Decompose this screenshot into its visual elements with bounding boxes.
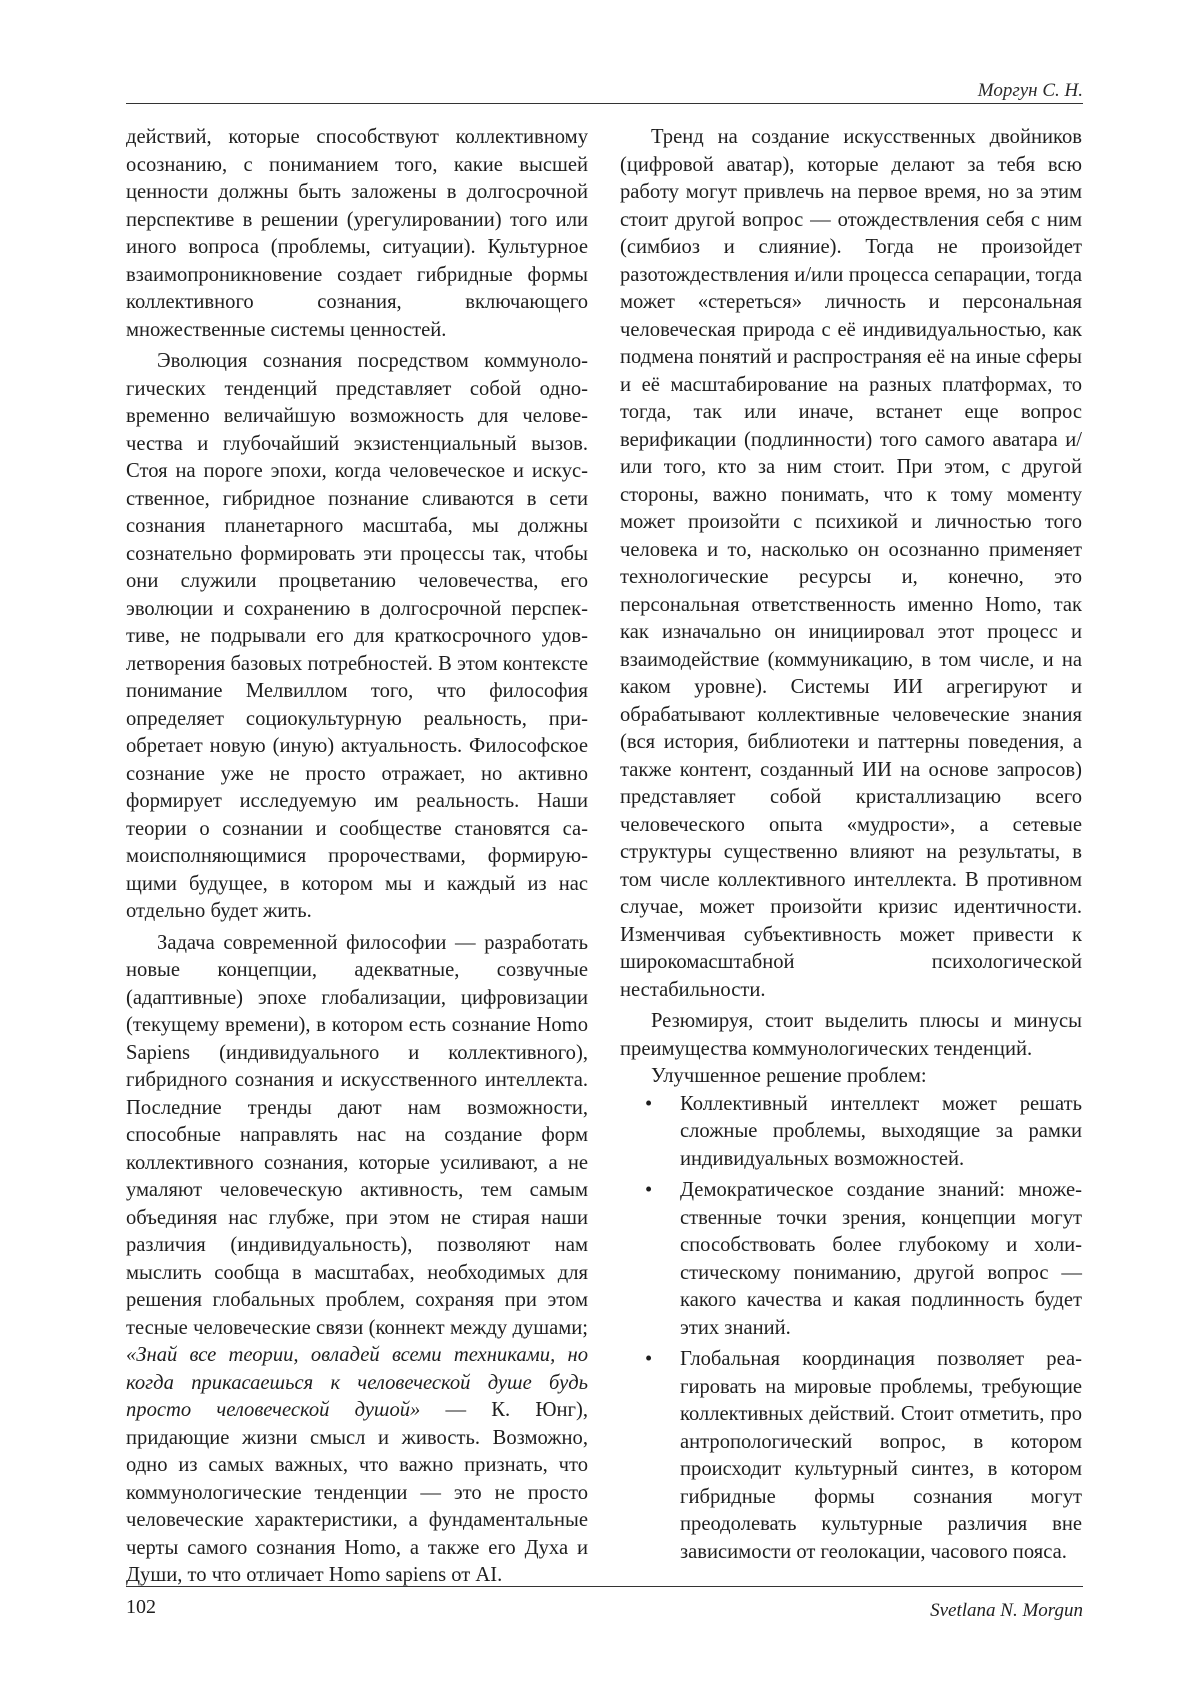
bullet-marker: •: [645, 1179, 653, 1201]
right-column: [620, 124, 1082, 1566]
left-paragraph-1: действий, которые способствуют коллективному осознанию, с пониманием того, какие высшей ценности должны быть заложены в долгосрочной перспективе в решении (урегулировании) того или иного вопроса (проблемы, ситуации). Культурное взаимопроникновение создает гибридные формы коллективного сознания, включающего множественные системы ценностей.: [126, 126, 588, 341]
bullet-text: Демократическое создание знаний: множественные точки зрения, концепции могут способствовать более глубокому и холистическому пониманию, другой вопрос — какого качества и какая подлинность будет этих знаний.: [680, 1179, 1082, 1339]
left-paragraph-3-end: — К. Юнг), придающие жизни смысл и живость. Возможно, одно из самых важных, что важно признать, что коммунологические тенденции — это не просто человеческие характеристики, а фундаментальные черты самого сознания Homo, а также его Духа и Души, то что отличает Homo sapiens от AI.: [126, 1399, 588, 1586]
bullet-marker: •: [645, 1348, 653, 1370]
left-paragraph-3-start: Задача современной философии — разработать новые концепции, адекватные, созвучные (адаптивные) эпохе глобализации, цифровизации (текущему времени), в котором есть сознание Homo Sapiens (индивидуального и коллективного), гибридного сознания и искусственного интеллекта. Последние тренды дают нам возможности, способные направлять нас на создание форм коллективного сознания, которые усиливают, а не умаляют человеческую активность, тем самым объединяя нас глубже, при этом не стирая наши различия (индивидуальность), позволяют нам мыслить сообща в масштабах, необходимых для решения глобальных проблем, сохраняя при этом тесные человеческие связи (коннект между душами;: [126, 931, 588, 1339]
bullet-marker: •: [645, 1092, 653, 1115]
left-column: [126, 124, 588, 1590]
bullet-item: [620, 1091, 1082, 1174]
jung-quote: «Знай все теории, овладей всеми техниками, но когда прикасаешься к человеческой душе будь просто человеческой душой»: [126, 1344, 588, 1421]
footer-author: Svetlana N. Morgun: [930, 1600, 1083, 1621]
running-head: Моргун С. Н.: [977, 80, 1083, 101]
left-paragraph-3: [126, 930, 588, 1590]
right-paragraph-3: Улучшенное решение проблем:: [651, 1065, 927, 1087]
bullet-list: [620, 1091, 1082, 1567]
bullet-text: Глобальная координация позволяет реагировать на мировые проблемы, требующие коллективных действий. Стоит отметить, про антропологический вопрос, в котором происходит культурный синтез, в котором гибридные формы сознания могут преодолевать культурные различия вне зависимости от геолокации, часового пояса.: [680, 1348, 1082, 1563]
page-number: 102: [126, 1596, 156, 1618]
left-paragraph-2: Эволюция сознания посредством коммунологических тенденций представляет собой одновременно величайшую возможность для человечества и глубочайший экзистенциальный вызов. Стоя на пороге эпохи, когда человеческое и искусственное, гибридное познание сливаются в сети сознания планетарного масштаба, мы должны сознательно формировать эти процессы так, чтобы они служили процветанию человечества, его эволюции и сохранению в долгосрочной перспективе, не подрывали его для краткосрочного удовлетворения базовых потребностей. В этом контексте понимание Мелвиллом того, что философия определяет социокультурную реальность, приобретает новую (иную) актуальность. Философское сознание уже не просто отражает, но активно формирует исследуемую им реальность. Наши теории о сознании и сообществе становятся самоисполняющимися пророчествами, формирующими будущее, в котором мы и каждый из нас отдельно будет жить.: [126, 350, 588, 922]
bullet-text: Коллективный интеллект может решать сложные проблемы, выходящие за рамки индивидуальных возможностей.: [680, 1092, 1082, 1170]
bullet-item: [620, 1346, 1082, 1566]
right-paragraph-1: Тренд на создание искусственных двойников (цифровой аватар), которые делают за тебя всю работу могут привлечь на первое время, но за этим стоит другой вопрос — отождествления себя с ним (симбиоз и слияние). Тогда не произойдет разотождествления и/или процесса сепарации, тогда может «стереться» личность и персональная человеческая природа с её индивидуальностью, как подмена понятий и распространяя её на иные сферы и её масштабирование на разных платформах, то тогда, так или иначе, встанет еще вопрос верификации (подлинности) того самого аватара и/или того, кто за ним стоит. При этом, с другой стороны, важно понимать, что к тому моменту может произойти с психикой и личностью того человека и то, насколько он осознанно применяет технологические ресурсы и, конечно, это персональная ответственность именно Homo, так как изначально он инициировал этот процесс и взаимодействие (коммуникацию, в том числе, и на каком уровне). Системы ИИ агрегируют и обрабатывают коллективные человеческие знания (вся история, библиотеки и паттерны поведения, а также контент, созданный ИИ на основе запросов) представляет собой кристаллизацию всего человеческого опыта «мудрости», а сетевые структуры существенно влияют на результаты, в том числе коллективного интеллекта. В противном случае, может произойти кризис идентичности. Изменчивая субъективность может привести к широкомасштабной психологической нестабильности.: [620, 126, 1082, 1001]
bullet-item: [620, 1177, 1082, 1342]
header-rule: [126, 103, 1083, 104]
right-paragraph-2: Резюмируя, стоит выделить плюсы и минусы преимущества коммунологических тенденций.: [620, 1010, 1082, 1060]
footer-rule: [126, 1586, 1083, 1587]
